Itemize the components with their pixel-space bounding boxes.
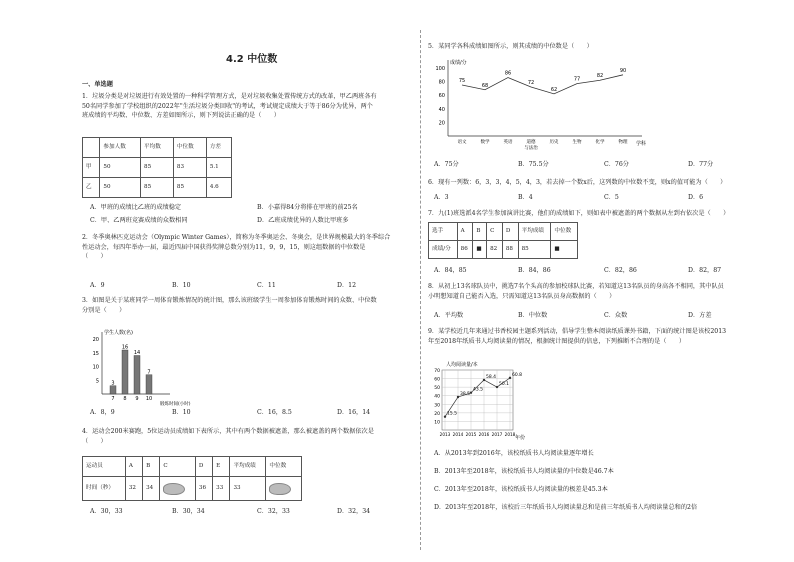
- q2-line-1: 2．冬季奥林匹克运动会（Olympic Winter Games），简称为冬季奥运会、冬奥会，是世界规模最大的冬季综合: [82, 234, 391, 241]
- question-2: [82, 233, 390, 262]
- q4-option-c[interactable]: C．32，33: [257, 508, 290, 515]
- data-label: 72: [527, 80, 535, 87]
- q7-cell: 85: [518, 241, 551, 259]
- q9-option-d[interactable]: D．2013年至2018年，该校后三年纸质书人均阅读量总和是前三年纸质书人均阅读量总和的2倍: [434, 504, 698, 511]
- q9-line-2: 年至2018年纸质书人均阅读量的情况，根据统计图提供的信息，下列推断不合理的是（ ）: [428, 337, 686, 345]
- q7-cell: 成绩/分: [429, 241, 458, 259]
- y-tick-label: 30: [434, 403, 440, 409]
- x-tick-label: 化学: [595, 140, 605, 145]
- q5-option-d[interactable]: D．77分: [688, 161, 714, 168]
- data-label: 90: [619, 67, 627, 74]
- q8-option-d[interactable]: D．方差: [688, 312, 712, 319]
- q4-option-b[interactable]: B．30，34: [172, 508, 205, 515]
- y-tick-label: 15: [92, 350, 99, 357]
- q1-table: [82, 137, 232, 198]
- q6-option-a[interactable]: A．3: [434, 194, 449, 201]
- q1-header-cell: 方差: [206, 138, 231, 158]
- q9-option-a[interactable]: A．从2013年到2016年，该校纸质书人均阅读量逐年增长: [434, 450, 594, 457]
- q2-line-3: （ ）: [82, 253, 107, 261]
- q1-header-cell: 中位数: [173, 138, 206, 158]
- question-9: [428, 327, 726, 346]
- q4-cell-covered: [266, 477, 302, 501]
- y-tick-label: 60: [434, 377, 440, 383]
- section-heading: 一、单选题: [82, 81, 113, 88]
- data-label: 38.5: [460, 392, 471, 397]
- y-tick-label: 60: [438, 93, 445, 100]
- q4-cell: 34: [143, 477, 160, 501]
- data-label: 15.5: [447, 411, 458, 417]
- q2-option-a[interactable]: A．9: [90, 282, 105, 289]
- q1-line-1: 1．垃圾分类是对垃圾进行有效处置的一种科学管理方式，是对垃圾收集处置传统方式的改革，甲乙两班各有: [82, 93, 377, 100]
- q7-header-cell: 选手: [429, 223, 458, 241]
- q4-cell: 时间（秒）: [83, 477, 126, 501]
- q7-cell: 88: [502, 241, 518, 259]
- q1-option-b[interactable]: B．小嘉得84分将排在甲班的前25名: [257, 204, 358, 211]
- q7-text: 7．九(1)班选派4名学生参加演讲比赛，他们的成绩如下，则如表中被遮盖的两个数据从左到右依次是（ ）: [428, 210, 730, 217]
- q1-header-cell: 参加人数: [100, 138, 141, 158]
- x-tick-label: 7: [111, 396, 115, 402]
- x-axis-label: 年份: [515, 435, 526, 441]
- data-label: 60.8: [512, 372, 523, 378]
- x-tick-label: 2017: [491, 432, 503, 437]
- q5-text: 5．某同学各科成绩如图所示，则其成绩的中位数是（ ）: [428, 43, 593, 50]
- plot-frame: [442, 370, 513, 430]
- q7-option-a[interactable]: A．84，85: [434, 267, 467, 274]
- q4-table: [82, 456, 302, 501]
- q1-cell: 乙: [83, 178, 100, 198]
- q1-cell: 5.1: [206, 158, 231, 178]
- q4-header-cell: 运动员: [83, 457, 126, 477]
- q4-cell: 32: [125, 477, 142, 501]
- data-label: 82: [596, 73, 604, 80]
- y-tick-label: 10: [92, 364, 99, 371]
- bar: [110, 386, 116, 394]
- q2-option-d[interactable]: D．12: [337, 282, 357, 289]
- q4-header-cell: C: [160, 457, 196, 477]
- data-label: 77: [573, 76, 581, 83]
- q7-option-b[interactable]: B．84，86: [518, 267, 551, 274]
- q3-option-d[interactable]: D．16，14: [337, 409, 371, 416]
- q8-line-2: 小明想知道自己能否入选，只需知道这13名队员身高数据的（ ）: [428, 292, 616, 300]
- bar: [122, 350, 128, 394]
- x-tick-label: 2014: [452, 432, 464, 437]
- q3-option-a[interactable]: A．8，9: [90, 409, 115, 416]
- x-tick-label: 10: [145, 396, 153, 402]
- q5-option-b[interactable]: B．75.5分: [518, 161, 549, 168]
- q7-header-cell: 平均成绩: [518, 223, 551, 241]
- q1-cell: 85: [173, 178, 206, 198]
- bar: [134, 356, 140, 395]
- q6-option-c[interactable]: C．5: [604, 194, 619, 201]
- q5-option-a[interactable]: A．75分: [434, 161, 459, 168]
- x-tick-label: 2018: [504, 432, 516, 437]
- data-label: 62: [550, 86, 558, 93]
- y-tick-label: 80: [438, 79, 445, 86]
- data-label: 86: [504, 70, 512, 77]
- q7-cell: 82: [487, 241, 503, 259]
- q1-cell: 4.6: [206, 178, 231, 198]
- y-tick-label: 5: [95, 378, 99, 385]
- q6-option-d[interactable]: D．6: [688, 194, 704, 201]
- q9-option-b[interactable]: B．2013年至2018年，该校纸质书人均阅读量的中位数是46.7本: [434, 468, 614, 475]
- x-tick-label: 物理: [618, 140, 628, 145]
- x-tick-label: 历史: [549, 140, 559, 145]
- y-tick-label: 20: [434, 411, 440, 417]
- q7-header-cell: A: [457, 223, 473, 241]
- q7-header-cell: D: [502, 223, 518, 241]
- q7-option-d[interactable]: D．82，87: [688, 267, 722, 274]
- q6-text: 6．现有一列数：6，3，3，4，5，4，3，若去掉一个数x后，这列数的中位数不变，则x的值可能为（ ）: [428, 179, 727, 186]
- y-axis-label: 学生人数(名): [104, 330, 133, 336]
- q4-header-cell: A: [125, 457, 142, 477]
- question-8: [428, 282, 724, 301]
- q1-cell: 85: [141, 178, 174, 198]
- x-tick-label: 数学: [480, 140, 490, 145]
- column-divider: [420, 30, 421, 550]
- q7-cell: ■: [473, 241, 487, 259]
- q8-option-c[interactable]: C．众数: [604, 312, 628, 319]
- q4-header-cell: D: [195, 457, 212, 477]
- q1-cell: 83: [173, 158, 206, 178]
- x-tick-label: 道德: [526, 140, 536, 145]
- q4-option-a[interactable]: A．30，33: [90, 508, 123, 515]
- q3-bar-chart: [82, 324, 202, 407]
- bar-value-label: 7: [147, 369, 151, 376]
- data-label: 68: [481, 82, 489, 89]
- q7-header-cell: B: [473, 223, 487, 241]
- ink-blot-icon: [163, 483, 185, 495]
- q1-cell: 甲: [83, 158, 100, 178]
- y-tick-label: 20: [92, 337, 99, 343]
- y-tick-label: 40: [434, 394, 440, 400]
- y-tick-label: 50: [434, 386, 440, 392]
- q4-header-cell: B: [143, 457, 160, 477]
- y-tick-label: 20: [438, 120, 445, 127]
- q7-cell: ■: [551, 241, 578, 259]
- q1-option-a[interactable]: A．甲班的成绩比乙班的成绩稳定: [90, 204, 182, 211]
- x-axis-label: 锻炼时间(小时): [160, 402, 191, 407]
- data-label: 75: [458, 78, 466, 84]
- question-1: [82, 92, 377, 121]
- q1-header-cell: 平均数: [141, 138, 174, 158]
- page-title: 4.2 中位数: [226, 54, 278, 65]
- y-tick-label: 100: [435, 66, 445, 72]
- q6-option-b[interactable]: B．4: [518, 194, 533, 201]
- q1-cell: 50: [100, 158, 141, 178]
- q3-option-b[interactable]: B．10: [172, 409, 191, 416]
- q8-option-a[interactable]: A．平均数: [434, 312, 464, 319]
- data-label: 50.1: [499, 382, 510, 388]
- q9-line-1: 9．某学校近几年来通过书香校园主题系列活动，倡导学生整本阅读纸质课外书籍，下面的统计图是该校2013: [428, 328, 727, 335]
- question-3: [82, 296, 377, 315]
- x-tick-label: 2016: [478, 432, 490, 437]
- bar-value-label: 14: [133, 350, 141, 356]
- y-tick-label: 10: [434, 420, 440, 426]
- x-tick-label: 与法治: [524, 146, 538, 151]
- q1-header-cell: [83, 138, 100, 158]
- y-axis-label: 人均阅读量/本: [446, 362, 478, 368]
- q7-table: [428, 222, 578, 259]
- q7-header-cell: 中位数: [551, 223, 578, 241]
- q1-line-3: 班成绩的平均数、中位数、方差如图所示，则下列说法正确的是（ ）: [82, 112, 280, 120]
- q7-option-c[interactable]: C．82，86: [604, 267, 637, 274]
- data-label: 58.4: [486, 374, 497, 380]
- x-tick-label: 2015: [465, 432, 477, 437]
- q4-cell: 36: [195, 477, 212, 501]
- q3-line-1: 3．如图是关于某班同学一周体育锻炼情况的统计图，那么该班级学生一周参加体育锻炼时间的众数、中位数: [82, 297, 377, 304]
- q1-line-2: 50名同学参加了学校组织的2022年"生活垃圾分类回收"的考试，考试规定成绩大于等于86分为优异，两个: [82, 102, 373, 110]
- q2-option-b[interactable]: B．10: [172, 282, 191, 289]
- y-tick-label: 40: [438, 106, 445, 113]
- q4-header-cell: 中位数: [266, 457, 302, 477]
- y-axis-label: 成绩/分: [450, 60, 467, 66]
- x-tick-label: 2013: [439, 432, 451, 437]
- q7-header-cell: C: [487, 223, 503, 241]
- q8-option-b[interactable]: B．中位数: [518, 312, 548, 319]
- q4-cell: 33: [230, 477, 266, 501]
- q4-header-cell: 平均成绩: [230, 457, 266, 477]
- x-tick-label: 8: [123, 396, 127, 402]
- q4-line-2: （ ）: [82, 437, 107, 445]
- q4-cell-covered: [160, 477, 196, 501]
- ink-blot-icon: [269, 483, 291, 495]
- bar-value-label: 16: [121, 344, 129, 351]
- question-4: [82, 427, 374, 446]
- data-label: 43.5: [473, 387, 484, 393]
- q4-cell: 33: [213, 477, 230, 501]
- x-axis-label: 学科: [636, 141, 647, 147]
- q3-line-2: 分别是（ ）: [82, 306, 126, 314]
- q5-option-c[interactable]: C．76分: [604, 161, 629, 168]
- q1-option-c[interactable]: C．甲、乙两班竞赛成绩的众数相同: [90, 217, 188, 224]
- q9-option-c[interactable]: C．2013年至2018年，该校纸质书人均阅读量的极差是45.3本: [434, 486, 608, 493]
- x-tick-label: 生物: [572, 140, 582, 145]
- y-tick-label: 70: [434, 369, 440, 374]
- q4-option-d[interactable]: D．32，34: [337, 508, 371, 515]
- x-tick-label: 语文: [457, 140, 467, 145]
- q1-cell: 50: [100, 178, 141, 198]
- bar-value-label: 3: [111, 380, 115, 387]
- q2-option-c[interactable]: C．11: [257, 282, 276, 289]
- q5-line-chart: [428, 56, 668, 156]
- q4-header-cell: E: [213, 457, 230, 477]
- q9-line-chart: [428, 360, 553, 440]
- q1-cell: 85: [141, 158, 174, 178]
- q4-line-1: 4．运动会200米赛跑，5位运动员成绩如下表所示，其中有两个数据被遮盖，那么被遮盖的两个数据依次是: [82, 428, 374, 435]
- q7-cell: 86: [457, 241, 473, 259]
- q3-option-c[interactable]: C．16，8.5: [257, 409, 292, 416]
- q8-line-1: 8．从初上13名球队员中，挑选7名个头高的参加校球队比赛，若知道这13名队员的身高各不相同，其中队员: [428, 283, 724, 290]
- q1-option-d[interactable]: D．乙班成绩优异的人数比甲班多: [257, 217, 349, 224]
- x-tick-label: 9: [135, 396, 139, 402]
- x-tick-label: 英语: [503, 140, 513, 145]
- bar: [146, 375, 152, 394]
- q2-line-2: 性运动会，每四年举办一届，最近四届中国获得奖牌总数分别为11，9，9，15，则这组数据的中位数是: [82, 243, 366, 251]
